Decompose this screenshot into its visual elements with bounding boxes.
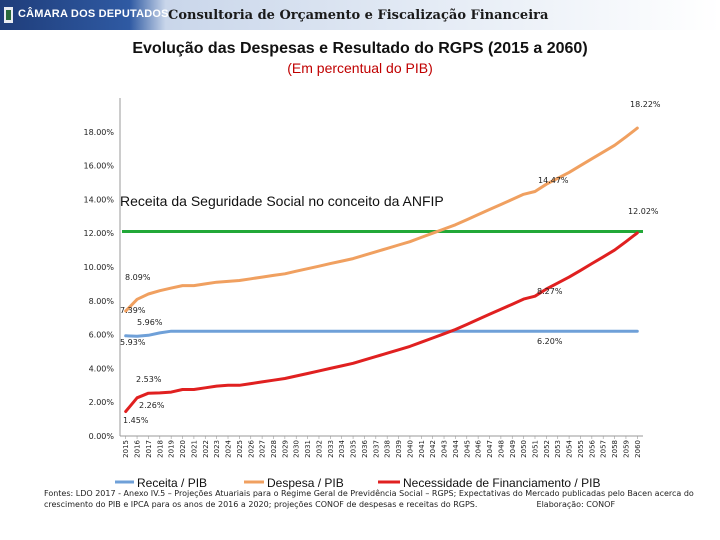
x-tick-label: 2028: [269, 440, 278, 458]
annotation-layer: [120, 100, 661, 425]
x-tick-label: 2054: [565, 440, 574, 458]
x-tick-label: 2038: [383, 440, 392, 458]
data-label: 5.96%: [137, 318, 163, 327]
y-tick-label: 0.00%: [88, 432, 114, 441]
data-label: 2.26%: [139, 401, 165, 410]
x-tick-label: 2052: [542, 440, 551, 458]
y-tick-label: 12.00%: [83, 229, 114, 239]
x-tick-label: 2053: [554, 440, 563, 458]
data-label: 18.22%: [630, 100, 661, 109]
y-tick-label: 6.00%: [88, 330, 114, 340]
x-tick-label: 2055: [576, 440, 585, 458]
x-tick-label: 2019: [167, 440, 176, 458]
y-tick-label: 2.00%: [88, 398, 114, 408]
x-tick-label: 2047: [486, 440, 495, 458]
anfip-reference-label: Receita da Seguridade Social no conceito da ANFIP: [120, 193, 444, 209]
x-tick-label: 2033: [326, 440, 335, 458]
x-tick-label: 2056: [588, 440, 597, 458]
y-tick-label: 4.00%: [88, 364, 114, 374]
x-tick-label: 2031: [304, 440, 313, 458]
x-tick-label: 2029: [281, 440, 290, 458]
data-label: 8.09%: [125, 273, 151, 282]
x-tick-label: 2030: [292, 440, 301, 458]
x-tick-label: 2035: [349, 440, 358, 458]
x-tick-label: 2046: [474, 440, 483, 458]
x-tick-label: 2040: [406, 440, 415, 458]
series-line-2: [126, 233, 638, 412]
y-tick-label: 8.00%: [88, 296, 114, 306]
x-tick-label: 2023: [213, 440, 222, 458]
x-tick-label: 2026: [247, 440, 256, 458]
chart-subtitle: (Em percentual do PIB): [287, 60, 433, 76]
data-label: 12.02%: [628, 207, 659, 216]
footer-credit: Elaboração: CONOF: [536, 500, 616, 509]
reference-layer: [120, 193, 643, 232]
header-title: Consultoria de Orçamento e Fiscalização Financeira: [168, 8, 549, 23]
x-tick-label: 2034: [338, 440, 347, 458]
x-tick-label: 2036: [360, 440, 369, 458]
y-tick-label: 16.00%: [83, 161, 114, 171]
data-label: 1.45%: [123, 416, 149, 425]
x-tick-label: 2048: [497, 440, 506, 458]
data-label: 8.27%: [537, 287, 563, 296]
x-tick-label: 2045: [463, 440, 472, 458]
x-tick-label: 2043: [440, 440, 449, 458]
series-line-1: [126, 128, 638, 311]
x-tick-label: 2027: [258, 440, 267, 458]
x-tick-label: 2032: [315, 440, 324, 458]
y-tick-label: 10.00%: [83, 263, 114, 272]
x-tick-label: 2024: [224, 440, 233, 458]
x-tick-label: 2025: [235, 440, 244, 458]
x-tick-label: 2051: [531, 440, 540, 458]
x-tick-label: 2039: [395, 440, 404, 458]
footer-note: [44, 488, 694, 510]
legend-label-2: Necessidade de Financiamento / PIB: [403, 476, 601, 490]
x-tick-label: 2017: [144, 440, 153, 458]
x-tick-label: 2016: [133, 440, 142, 458]
x-tick-label: 2044: [451, 440, 460, 458]
legend-label-0: Receita / PIB: [137, 476, 208, 490]
footer-sources: Fontes: LDO 2017 - Anexo IV.5 – Projeções Atuariais para o Regime Geral de Previdência Social – RGPS; Expectativas do Mercado publicadas pelo Bacen acerca do crescimento do PIB e IPCA para os anos de 2016 a 2020; projeções CONOF de despesas e receitas do RGPS.: [44, 489, 694, 509]
x-tick-label: 2015: [122, 440, 131, 458]
x-tick-label: 2037: [372, 440, 381, 458]
data-label: 6.20%: [537, 337, 563, 346]
x-tick-label: 2042: [429, 440, 438, 458]
chart-title: Evolução das Despesas e Resultado do RGPS (2015 a 2060): [132, 40, 588, 57]
x-tick-label: 2020: [179, 440, 188, 458]
series-line-0: [126, 331, 638, 336]
x-tick-label: 2049: [508, 440, 517, 458]
x-tick-label: 2059: [622, 440, 631, 458]
legend-label-1: Despesa / PIB: [267, 476, 344, 490]
data-label: 2.53%: [136, 375, 162, 384]
data-label: 7.39%: [120, 306, 146, 315]
x-tick-label: 2021: [190, 440, 199, 458]
data-label: 14.47%: [538, 176, 569, 185]
y-tick-label: 14.00%: [83, 195, 114, 205]
x-tick-label: 2050: [520, 440, 529, 458]
x-tick-label: 2058: [611, 440, 620, 458]
x-tick-label: 2057: [599, 440, 608, 458]
chart-axes: [83, 98, 643, 458]
data-label: 5.93%: [120, 338, 146, 347]
x-tick-label: 2018: [156, 440, 165, 458]
series-layer: [126, 128, 638, 411]
logo-text: CÂMARA DOS DEPUTADOS: [18, 8, 169, 20]
y-tick-label: 18.00%: [83, 127, 114, 137]
x-tick-label: 2041: [417, 440, 426, 458]
x-tick-label: 2022: [201, 440, 210, 458]
x-tick-label: 2060: [633, 440, 642, 458]
